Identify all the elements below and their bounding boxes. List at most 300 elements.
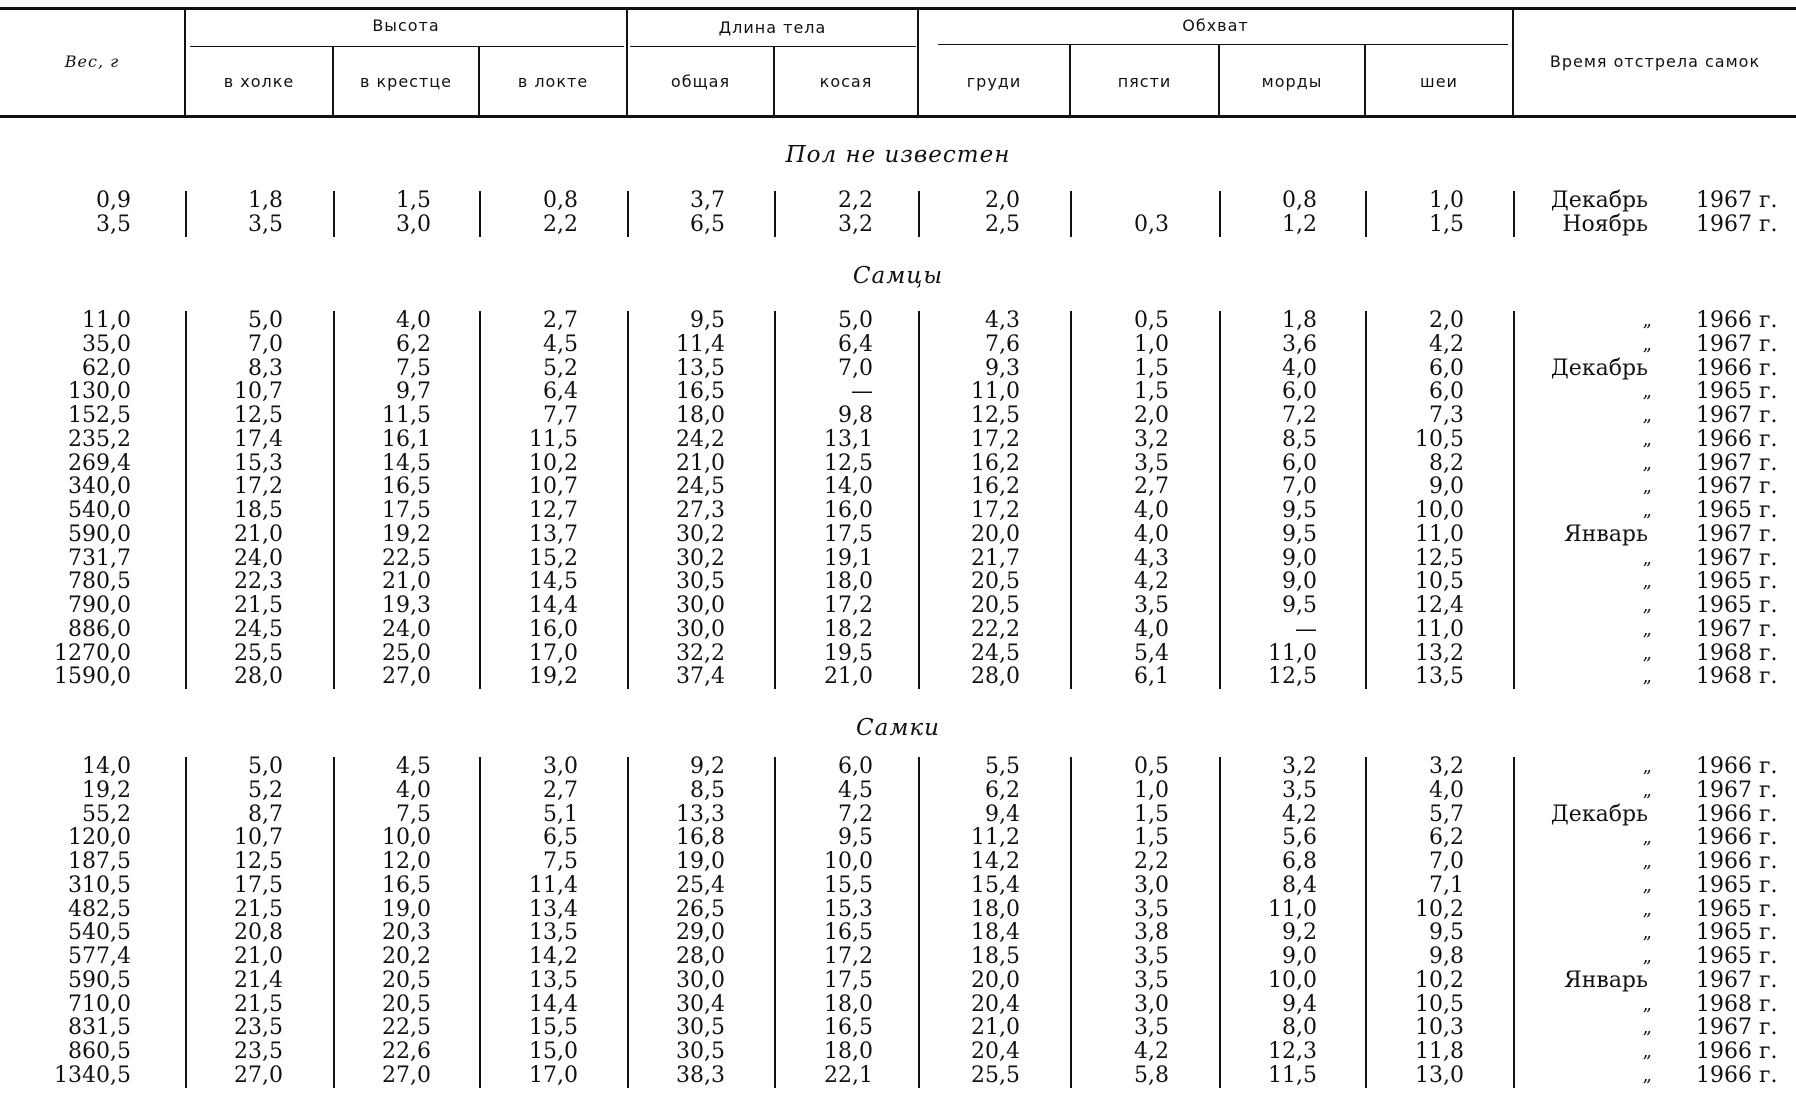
table-row: [0, 945, 1796, 969]
cell-height-elbow: 11,5: [529, 426, 578, 452]
cell-height-elbow: 16,0: [529, 616, 578, 642]
cell-girth-neck: 6,0: [1429, 355, 1464, 381]
cell-girth-muzzle: 9,0: [1282, 545, 1317, 571]
cell-length-oblique: 17,2: [824, 593, 873, 618]
cell-length-total: 25,4: [676, 872, 725, 898]
cell-height-withers: 10,7: [234, 825, 283, 851]
cell-girth-chest: 7,6: [985, 331, 1020, 357]
cell-height-sacrum: 7,5: [396, 355, 431, 381]
cell-girth-chest: 28,0: [971, 664, 1020, 690]
cell-girth-chest: 20,0: [971, 521, 1020, 547]
cell-girth-neck: 1,0: [1429, 188, 1464, 213]
cell-height-withers: 5,0: [248, 308, 283, 333]
column-divider: [1365, 757, 1367, 1088]
cell-length-oblique: 17,2: [824, 944, 873, 969]
cell-girth-metacarpus: 3,0: [1134, 991, 1169, 1017]
cell-girth-neck: 6,2: [1429, 825, 1464, 851]
cell-girth-muzzle: 7,0: [1282, 474, 1317, 500]
cell-height-sacrum: 16,1: [382, 426, 431, 452]
cell-length-oblique: 6,4: [838, 331, 873, 357]
cell-girth-muzzle: 11,0: [1268, 640, 1317, 666]
cell-girth-muzzle: 0,8: [1282, 188, 1317, 213]
cell-girth-metacarpus: 6,1: [1134, 664, 1169, 690]
cell-height-sacrum: 14,5: [382, 450, 431, 476]
cell-month: Январь: [1564, 521, 1648, 547]
table-row: [0, 333, 1796, 357]
section-title: Самки: [856, 715, 940, 741]
cell-length-oblique: 19,1: [824, 545, 873, 571]
cell-girth-metacarpus: 4,2: [1134, 1039, 1169, 1064]
cell-girth-neck: 13,2: [1415, 640, 1464, 666]
cell-weight: 1590,0: [54, 664, 131, 690]
cell-year: 1967 г.: [1696, 1015, 1778, 1041]
cell-girth-muzzle: 5,6: [1282, 825, 1317, 851]
cell-weight: 340,0: [68, 474, 131, 500]
header-weight: Вес, г: [64, 52, 120, 71]
cell-weight: 831,5: [68, 1015, 131, 1041]
column-divider: [774, 191, 776, 237]
cell-height-withers: 12,5: [234, 403, 283, 428]
column-divider: [627, 757, 629, 1088]
header-girth-metacarpus: пясти: [1117, 72, 1172, 91]
cell-height-withers: 23,5: [234, 1039, 283, 1064]
cell-height-elbow: 13,7: [529, 521, 578, 547]
cell-girth-muzzle: 3,5: [1282, 777, 1317, 803]
table-row: [0, 969, 1796, 993]
cell-girth-chest: 6,2: [985, 777, 1020, 803]
cell-girth-muzzle: 9,0: [1282, 569, 1317, 595]
cell-height-withers: 21,5: [234, 593, 283, 618]
header-length-oblique: косая: [819, 72, 873, 91]
cell-height-sacrum: 25,0: [382, 640, 431, 666]
cell-weight: 860,5: [68, 1039, 131, 1064]
cell-girth-chest: 11,0: [971, 379, 1020, 405]
cell-weight: 235,2: [68, 426, 131, 452]
cell-height-sacrum: 1,5: [396, 188, 431, 213]
cell-girth-muzzle: 4,0: [1282, 355, 1317, 381]
column-divider: [1070, 191, 1072, 237]
cell-girth-metacarpus: 4,0: [1134, 498, 1169, 523]
cell-girth-metacarpus: 3,5: [1134, 593, 1169, 618]
cell-height-sacrum: 20,5: [382, 991, 431, 1017]
cell-weight: 0,9: [96, 188, 131, 213]
column-divider: [479, 191, 481, 237]
cell-height-sacrum: 16,5: [382, 474, 431, 500]
column-divider: [1219, 191, 1221, 237]
cell-month-ditto: „: [1642, 922, 1652, 944]
cell-girth-neck: 11,8: [1415, 1039, 1464, 1064]
cell-girth-muzzle: 7,2: [1282, 403, 1317, 428]
table-row: [0, 874, 1796, 898]
cell-month-ditto: „: [1642, 898, 1652, 920]
cell-weight: 62,0: [82, 355, 131, 381]
cell-height-sacrum: 4,5: [396, 754, 431, 779]
cell-girth-muzzle: 8,4: [1282, 872, 1317, 898]
cell-girth-chest: 5,5: [985, 754, 1020, 779]
cell-height-sacrum: 22,6: [382, 1039, 431, 1064]
cell-girth-neck: 10,3: [1415, 1015, 1464, 1041]
cell-height-withers: 8,3: [248, 355, 283, 381]
cell-girth-muzzle: 8,0: [1282, 1015, 1317, 1041]
column-divider: [1365, 191, 1367, 237]
cell-girth-muzzle: 1,2: [1282, 211, 1317, 237]
cell-year: 1967 г.: [1696, 331, 1778, 357]
table-row: [0, 404, 1796, 428]
cell-month-ditto: „: [1642, 571, 1652, 593]
cell-weight: 14,0: [82, 754, 131, 779]
cell-weight: 19,2: [82, 777, 131, 803]
cell-height-sacrum: 20,5: [382, 967, 431, 993]
cell-girth-chest: 22,2: [971, 616, 1020, 642]
cell-length-oblique: 16,5: [824, 1015, 873, 1041]
column-divider: [1365, 311, 1367, 689]
cell-height-elbow: 11,4: [529, 872, 578, 898]
cell-weight: 540,5: [68, 920, 131, 946]
table-row: [0, 921, 1796, 945]
cell-year: 1965 г.: [1696, 920, 1778, 946]
cell-height-withers: 3,5: [248, 211, 283, 237]
cell-girth-neck: 1,5: [1429, 211, 1464, 237]
cell-height-sacrum: 20,2: [382, 944, 431, 969]
cell-height-elbow: 17,0: [529, 1062, 578, 1088]
cell-height-elbow: 15,5: [529, 1015, 578, 1041]
cell-weight: 886,0: [68, 616, 131, 642]
cell-girth-metacarpus: 1,0: [1134, 331, 1169, 357]
cell-length-oblique: 15,3: [824, 896, 873, 922]
cell-height-elbow: 19,2: [529, 664, 578, 690]
cell-girth-neck: 11,0: [1415, 616, 1464, 642]
table-row: [0, 642, 1796, 666]
cell-girth-chest: 15,4: [971, 872, 1020, 898]
cell-length-total: 9,5: [690, 308, 725, 333]
header-bottom-rule: [0, 115, 1796, 118]
cell-month: Декабрь: [1550, 355, 1648, 381]
cell-height-withers: 7,0: [248, 331, 283, 357]
cell-month-ditto: „: [1642, 756, 1652, 777]
cell-girth-metacarpus: 4,0: [1134, 521, 1169, 547]
cell-length-total: 37,4: [676, 664, 725, 690]
cell-height-sacrum: 7,5: [396, 801, 431, 827]
cell-girth-muzzle: 11,0: [1268, 896, 1317, 922]
cell-length-total: 13,3: [676, 801, 725, 827]
cell-girth-metacarpus: 2,0: [1134, 403, 1169, 428]
cell-girth-chest: 24,5: [971, 640, 1020, 666]
column-divider: [333, 757, 335, 1088]
cell-length-total: 30,0: [676, 616, 725, 642]
cell-year: 1965 г.: [1696, 872, 1778, 898]
cell-height-sacrum: 11,5: [382, 403, 431, 428]
cell-height-withers: 12,5: [234, 849, 283, 874]
cell-height-elbow: 2,2: [543, 211, 578, 237]
cell-month-ditto: „: [1642, 946, 1652, 967]
cell-girth-metacarpus: [1049, 189, 1169, 213]
cell-length-total: 8,5: [690, 777, 725, 803]
table-row: [0, 309, 1796, 333]
cell-height-withers: 5,2: [248, 777, 283, 803]
column-divider: [774, 757, 776, 1088]
cell-girth-neck: 9,0: [1429, 474, 1464, 500]
cell-length-oblique: 14,0: [824, 474, 873, 500]
column-divider: [185, 311, 187, 689]
table-row: [0, 826, 1796, 850]
cell-height-elbow: 14,2: [529, 944, 578, 969]
cell-length-oblique: 9,8: [838, 403, 873, 428]
cell-length-oblique: 16,5: [824, 920, 873, 946]
cell-girth-metacarpus: 0,5: [1134, 308, 1169, 333]
cell-girth-chest: 14,2: [971, 849, 1020, 874]
cell-girth-metacarpus: 5,4: [1134, 640, 1169, 666]
cell-length-total: 30,5: [676, 569, 725, 595]
column-divider: [918, 191, 920, 237]
cell-girth-neck: 6,0: [1429, 379, 1464, 405]
cell-weight: 540,0: [68, 498, 131, 523]
cell-length-oblique: 15,5: [824, 872, 873, 898]
cell-girth-neck: 5,7: [1429, 801, 1464, 827]
cell-length-total: 16,5: [676, 379, 725, 405]
cell-month-ditto: „: [1642, 500, 1652, 521]
cell-year: 1967 г.: [1696, 403, 1778, 428]
cell-girth-muzzle: 1,8: [1282, 308, 1317, 333]
cell-height-sacrum: 21,0: [382, 569, 431, 595]
cell-girth-muzzle: 3,6: [1282, 331, 1317, 357]
cell-year: 1967 г.: [1696, 545, 1778, 571]
column-divider: [918, 757, 920, 1088]
column-divider: [1219, 757, 1221, 1088]
header-length-group: Длина тела: [718, 18, 827, 37]
height-group-rule: [190, 46, 624, 47]
table-row: [0, 779, 1796, 803]
cell-girth-metacarpus: 4,2: [1134, 569, 1169, 595]
cell-girth-metacarpus: 1,5: [1134, 355, 1169, 381]
table-row: [0, 993, 1796, 1017]
table-row: [0, 475, 1796, 499]
cell-length-oblique: 12,5: [824, 450, 873, 476]
cell-height-elbow: 13,5: [529, 967, 578, 993]
cell-height-elbow: 17,0: [529, 640, 578, 666]
cell-girth-muzzle: 4,2: [1282, 801, 1317, 827]
table-row: [0, 1064, 1796, 1088]
cell-month: Ноябрь: [1562, 211, 1648, 237]
cell-girth-chest: 25,5: [971, 1062, 1020, 1088]
cell-girth-neck: 4,2: [1429, 331, 1464, 357]
cell-year: 1968 г.: [1696, 991, 1778, 1017]
cell-girth-muzzle: 11,5: [1268, 1062, 1317, 1088]
table-row: [0, 898, 1796, 922]
cell-girth-metacarpus: 4,3: [1134, 545, 1169, 571]
table-row: [0, 499, 1796, 523]
section-title: Самцы: [852, 263, 944, 289]
cell-girth-chest: 21,7: [971, 545, 1020, 571]
cell-year: 1967 г.: [1696, 211, 1778, 237]
cell-month-ditto: „: [1642, 405, 1652, 426]
cell-girth-metacarpus: 1,5: [1134, 801, 1169, 827]
column-divider: [185, 191, 187, 237]
cell-length-oblique: 9,5: [838, 825, 873, 851]
cell-girth-neck: 2,0: [1429, 308, 1464, 333]
cell-year: 1967 г.: [1696, 474, 1778, 500]
cell-girth-neck: 3,2: [1429, 754, 1464, 779]
cell-height-elbow: 6,5: [543, 825, 578, 851]
cell-month-ditto: „: [1642, 1041, 1652, 1062]
cell-length-oblique: 16,0: [824, 498, 873, 523]
cell-girth-muzzle: 9,2: [1282, 920, 1317, 946]
cell-month-ditto: „: [1642, 547, 1652, 569]
cell-length-total: 16,8: [676, 825, 725, 851]
cell-girth-chest: 20,5: [971, 569, 1020, 595]
cell-year: 1967 г.: [1696, 616, 1778, 642]
cell-year: 1966 г.: [1696, 849, 1778, 874]
cell-length-total: 30,5: [676, 1015, 725, 1041]
cell-height-withers: 23,5: [234, 1015, 283, 1041]
header-time: Время отстрела самок: [1549, 52, 1761, 71]
cell-girth-metacarpus: 3,5: [1134, 967, 1169, 993]
cell-year: 1967 г.: [1696, 521, 1778, 547]
cell-length-total: 29,0: [676, 920, 725, 946]
cell-girth-muzzle: 9,5: [1282, 498, 1317, 523]
table-row: [0, 428, 1796, 452]
cell-weight: 1270,0: [54, 640, 131, 666]
cell-girth-neck: 7,0: [1429, 849, 1464, 874]
cell-length-oblique: 5,0: [838, 308, 873, 333]
cell-girth-metacarpus: 3,0: [1134, 872, 1169, 898]
cell-month-ditto: „: [1642, 779, 1652, 801]
cell-girth-neck: 13,5: [1415, 664, 1464, 690]
cell-height-withers: 15,3: [234, 450, 283, 476]
cell-month-ditto: „: [1642, 827, 1652, 849]
cell-month-ditto: „: [1642, 428, 1652, 450]
table-row: [0, 803, 1796, 827]
cell-length-oblique: 21,0: [824, 664, 873, 690]
cell-girth-muzzle: 12,5: [1268, 664, 1317, 690]
cell-girth-metacarpus: 3,5: [1134, 450, 1169, 476]
cell-girth-metacarpus: 0,5: [1134, 754, 1169, 779]
cell-height-elbow: 10,7: [529, 474, 578, 500]
cell-height-withers: 8,7: [248, 801, 283, 827]
column-divider: [627, 311, 629, 689]
cell-girth-neck: 8,2: [1429, 450, 1464, 476]
cell-length-oblique: 18,0: [824, 991, 873, 1017]
cell-length-total: 18,0: [676, 403, 725, 428]
header-girth-muzzle: морды: [1261, 72, 1323, 91]
cell-length-oblique: 7,2: [838, 801, 873, 827]
cell-height-withers: 21,4: [234, 967, 283, 993]
cell-length-oblique: 18,2: [824, 616, 873, 642]
cell-height-elbow: 14,5: [529, 569, 578, 595]
cell-height-withers: 5,0: [248, 754, 283, 779]
cell-weight: 790,0: [68, 593, 131, 618]
column-divider: [333, 191, 335, 237]
table-row: [0, 665, 1796, 689]
cell-girth-neck: 10,5: [1415, 991, 1464, 1017]
column-divider: [333, 311, 335, 689]
cell-girth-chest: 2,5: [985, 211, 1020, 237]
cell-height-sacrum: 19,0: [382, 896, 431, 922]
cell-length-total: 26,5: [676, 896, 725, 922]
cell-length-oblique: —: [851, 379, 873, 405]
cell-girth-neck: 4,0: [1429, 777, 1464, 803]
cell-year: 1966 г.: [1696, 754, 1778, 779]
cell-girth-metacarpus: 3,2: [1134, 426, 1169, 452]
cell-girth-chest: 9,4: [985, 801, 1020, 827]
cell-height-withers: 1,8: [248, 188, 283, 213]
cell-height-elbow: 6,4: [543, 379, 578, 405]
cell-height-elbow: 15,2: [529, 545, 578, 571]
column-divider: [185, 757, 187, 1088]
cell-height-elbow: 7,5: [543, 849, 578, 874]
cell-girth-neck: 7,1: [1429, 872, 1464, 898]
cell-year: 1968 г.: [1696, 640, 1778, 666]
cell-year: 1966 г.: [1696, 426, 1778, 452]
header-girth-group: Обхват: [1182, 16, 1249, 35]
cell-weight: 590,5: [68, 967, 131, 993]
column-divider: [627, 191, 629, 237]
cell-girth-chest: 16,2: [971, 474, 1020, 500]
header-height-elbow: в локте: [517, 72, 589, 91]
column-divider: [1513, 311, 1515, 689]
cell-month-ditto: „: [1642, 874, 1652, 896]
table-row: [0, 594, 1796, 618]
cell-month: Декабрь: [1550, 801, 1648, 827]
cell-girth-metacarpus: 3,8: [1134, 920, 1169, 946]
column-divider: [479, 311, 481, 689]
cell-length-oblique: 2,2: [838, 188, 873, 213]
cell-height-withers: 21,0: [234, 944, 283, 969]
cell-girth-chest: 4,3: [985, 308, 1020, 333]
cell-year: 1966 г.: [1696, 1039, 1778, 1064]
cell-length-total: 30,2: [676, 545, 725, 571]
cell-girth-metacarpus: 2,2: [1134, 849, 1169, 874]
cell-girth-chest: 16,2: [971, 450, 1020, 476]
cell-height-elbow: 0,8: [543, 188, 578, 213]
cell-year: 1965 г.: [1696, 498, 1778, 523]
cell-girth-chest: 18,0: [971, 896, 1020, 922]
cell-girth-metacarpus: 3,5: [1134, 1015, 1169, 1041]
cell-girth-neck: 12,5: [1415, 545, 1464, 571]
cell-length-oblique: 18,0: [824, 569, 873, 595]
cell-girth-chest: 20,4: [971, 991, 1020, 1017]
table-row: [0, 850, 1796, 874]
cell-height-sacrum: 19,3: [382, 593, 431, 618]
cell-weight: 130,0: [68, 379, 131, 405]
cell-length-total: 32,2: [676, 640, 725, 666]
cell-month-ditto: „: [1642, 310, 1652, 331]
cell-girth-neck: 7,3: [1429, 403, 1464, 428]
header-height-withers: в холке: [223, 72, 295, 91]
cell-month: Январь: [1564, 967, 1648, 993]
cell-weight: 710,0: [68, 991, 131, 1017]
cell-height-withers: 20,8: [234, 920, 283, 946]
cell-height-elbow: 4,5: [543, 331, 578, 357]
cell-girth-muzzle: 12,3: [1268, 1039, 1317, 1064]
cell-height-sacrum: 27,0: [382, 664, 431, 690]
cell-weight: 152,5: [68, 403, 131, 428]
cell-height-sacrum: 12,0: [382, 849, 431, 874]
cell-weight: 11,0: [82, 308, 131, 333]
column-divider: [1070, 757, 1072, 1088]
cell-girth-metacarpus: 3,5: [1134, 896, 1169, 922]
header-length-total: общая: [670, 72, 731, 91]
cell-length-total: 13,5: [676, 355, 725, 381]
cell-length-total: 30,0: [676, 593, 725, 618]
cell-girth-muzzle: 10,0: [1268, 967, 1317, 993]
cell-weight: 780,5: [68, 569, 131, 595]
cell-girth-chest: 20,5: [971, 593, 1020, 618]
cell-length-oblique: 22,1: [824, 1062, 873, 1088]
cell-weight: 35,0: [82, 331, 131, 357]
table-row: [0, 755, 1796, 779]
cell-month-ditto: „: [1642, 452, 1652, 474]
table-row: [0, 547, 1796, 571]
